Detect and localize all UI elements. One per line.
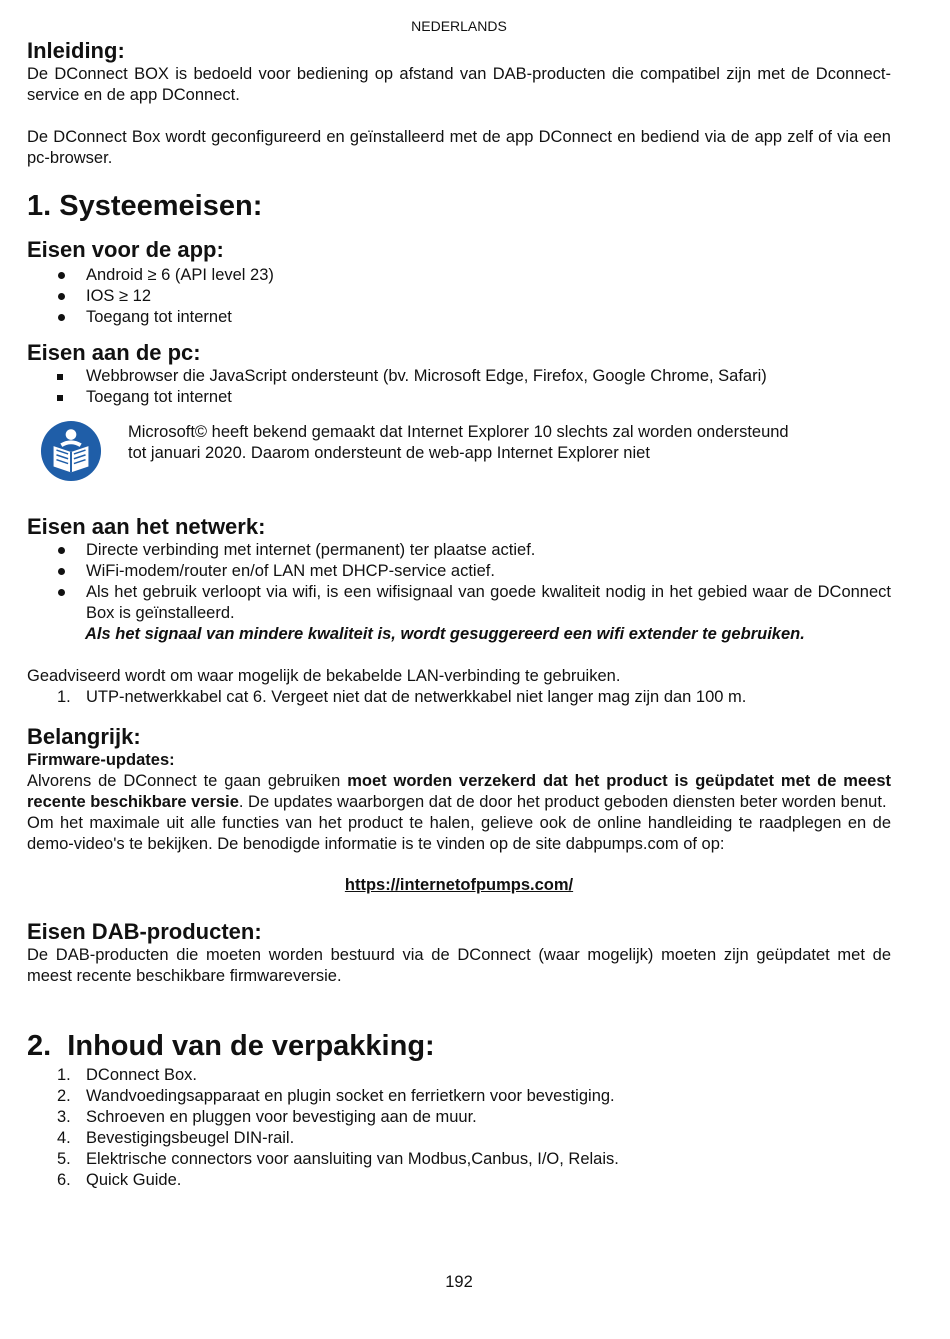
dab-requirements-heading: Eisen DAB-producten: <box>27 919 262 944</box>
list-item: Webbrowser die JavaScript ondersteunt (bv. Microsoft Edge, Firefox, Google Chrome, Safari) <box>27 366 891 387</box>
page-number: 192 <box>445 1273 473 1291</box>
list-item: Directe verbinding met internet (permanent) ter plaatse actief. <box>27 540 891 561</box>
firmware-paragraph-1: Alvorens de DConnect te gaan gebruiken moet worden verzekerd dat het product is geüpdatet met de meest recente beschikbare versie. De updates waarborgen dat de door het product geboden diensten beter worden benut. <box>27 772 891 811</box>
internetofpumps-link[interactable]: https://internetofpumps.com/ <box>344 876 574 894</box>
square-bullet-icon <box>57 395 63 401</box>
app-requirements-heading: Eisen voor de app: <box>27 237 224 262</box>
document-page <box>27 18 891 1191</box>
network-cable-list <box>27 687 891 708</box>
bullet-icon <box>58 568 65 575</box>
wifi-extender-emphasis: Als het signaal van mindere kwaliteit is, wordt gesuggereerd een wifi extender te gebruiken. <box>85 625 805 643</box>
network-requirements-heading: Eisen aan het netwerk: <box>27 514 266 539</box>
app-requirements-list <box>27 265 891 328</box>
list-item: IOS ≥ 12 <box>27 286 891 307</box>
bullet-icon <box>58 314 65 321</box>
list-item: 2. Wandvoedingsapparaat en plugin socket en ferrietkern voor bevestiging. <box>57 1087 615 1105</box>
list-item: Toegang tot internet <box>27 387 891 408</box>
bullet-icon <box>58 293 65 300</box>
important-heading: Belangrijk: <box>27 724 141 749</box>
section-2-heading: 2. Inhoud van de verpakking: <box>27 1030 435 1062</box>
dab-requirements-paragraph: De DAB-producten die moeten worden bestuurd via de DConnect (waar mogelijk) moeten zijn geüpdatet met de meest recente beschikbare firmwareversie. <box>27 946 891 985</box>
internetofpumps-link-row <box>27 876 891 895</box>
intro-heading: Inleiding: <box>27 38 125 63</box>
package-contents-list <box>27 1065 891 1191</box>
square-bullet-icon <box>57 374 63 380</box>
bullet-icon <box>58 272 65 279</box>
list-item: Android ≥ 6 (API level 23) <box>27 265 891 286</box>
list-item: 4. Bevestigingsbeugel DIN-rail. <box>57 1129 295 1147</box>
intro-paragraph-1: De DConnect BOX is bedoeld voor bediening op afstand van DAB-producten die compatibel zijn met de Dconnect-service en de app DConnect. <box>27 65 891 104</box>
section-1-heading: 1. Systeemeisen: <box>27 190 263 222</box>
browser-note-text: Microsoft© heeft bekend gemaakt dat Internet Explorer 10 slechts zal worden ondersteund tot januari 2020. Daarom ondersteunt de web-app Internet Explorer niet <box>128 423 789 462</box>
bullet-icon <box>58 589 65 596</box>
list-item: 1. DConnect Box. <box>57 1066 197 1084</box>
bullet-icon <box>58 547 65 554</box>
list-item: WiFi-modem/router en/of LAN met DHCP-service actief. <box>27 561 891 582</box>
firmware-updates-heading: Firmware-updates: <box>27 751 175 769</box>
firmware-paragraph-2: Om het maximale uit alle functies van het product te halen, gelieve ook de online handleiding te raadplegen en de demo-video's te bekijken. De benodigde informatie is te vinden op de site dabpumps.com of op: <box>27 814 891 853</box>
list-item: 3. Schroeven en pluggen voor bevestiging aan de muur. <box>57 1108 477 1126</box>
intro-paragraph-2: De DConnect Box wordt geconfigureerd en geïnstalleerd met de app DConnect en bediend via de app zelf of via een pc-browser. <box>27 128 891 167</box>
list-item: 6. Quick Guide. <box>57 1171 182 1189</box>
read-manual-icon <box>40 420 102 482</box>
browser-note <box>27 418 891 488</box>
list-item: 5. Elektrische connectors voor aansluiting van Modbus,Canbus, I/O, Relais. <box>57 1150 619 1168</box>
list-item: Toegang tot internet <box>27 307 891 328</box>
pc-requirements-heading: Eisen aan de pc: <box>27 340 201 365</box>
pc-requirements-list <box>27 366 891 408</box>
list-item: Als het gebruik verloopt via wifi, is een wifisignaal van goede kwaliteit nodig in het gebied waar de DConnect Box is geïnstalleerd. <box>27 582 891 624</box>
list-item: 1. UTP-netwerkkabel cat 6. Vergeet niet dat de netwerkkabel niet langer mag zijn dan 100 m. <box>57 688 747 706</box>
lan-advice: Geadviseerd wordt om waar mogelijk de bekabelde LAN-verbinding te gebruiken. <box>27 667 621 685</box>
language-header: NEDERLANDS <box>411 18 507 34</box>
network-requirements-list <box>27 540 891 624</box>
